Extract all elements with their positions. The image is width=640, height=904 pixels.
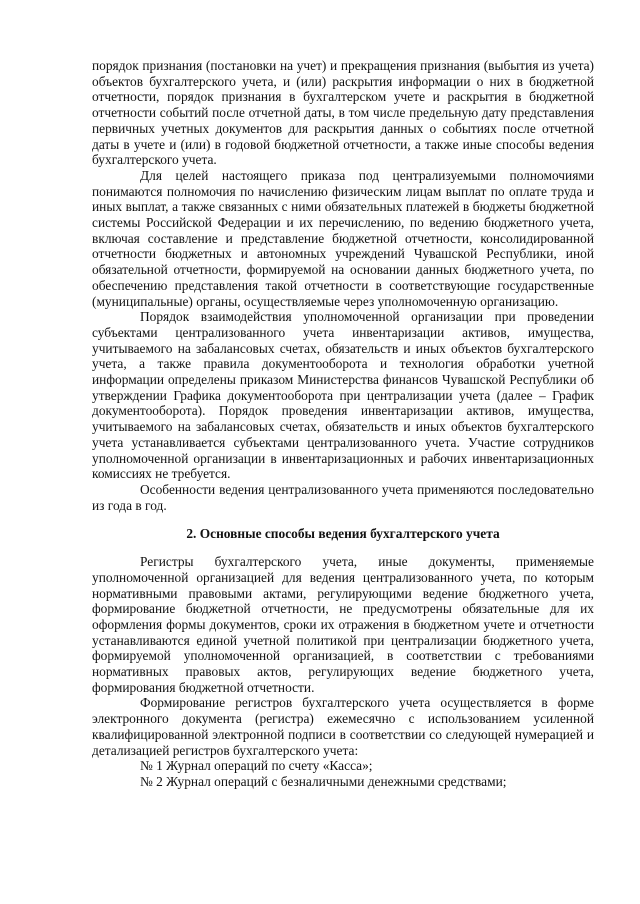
paragraph-consistency: Особенности ведения централизованного учета применяются последовательно из года в год. [92, 481, 594, 513]
document-body [92, 58, 594, 790]
paragraph-centralized-powers: Для целей настоящего приказа под централизуемыми полномочиями понимаются полномочия по начислению физическим лицам выплат по оплате труда и иных выплат, а также связанных с ними обязательных платежей в бюджеты бюджетной системы Российской Федерации и их перечислению, по ведению бюджетного учета, включая составление и представление бюджетной отчетности, консолидированной отчетности бюджетных и автономных учреждений Чувашской Республики, иной обязательной отчетности, формируемой на основании данных бюджетного учета, по обеспечению представления такой отчетности в соответствующие государственные (муниципальные) органы, осуществляемые через уполномоченную организацию. [92, 167, 594, 309]
paragraph-recognition-rules: порядок признания (постановки на учет) и прекращения признания (выбытия из учета) объектов бухгалтерского учета, и (или) раскрытия информации о них в бюджетной отчетности, порядок признания в бухгалтерском учете и раскрытия в бюджетной отчетности событий после отчетной даты, в том числе предельную дату представления первичных учетных документов для раскрытия данных о событиях после отчетной даты в учете и (или) в годовой бюджетной отчетности, а также иные способы ведения бухгалтерского учета. [92, 58, 594, 168]
paragraph-accounting-registers: Регистры бухгалтерского учета, иные документы, применяемые уполномоченной организацией для ведения централизованного учета, по которым нормативными правовыми актами, регулирующими ведение бюджетного учета, формирование бюджетной отчетности, не предусмотрены обязательные для их оформления формы документов, сроки их отражения в бюджетном учете и отчетности устанавливаются единой учетной политикой при централизации бюджетного учета, формируемой уполномоченной организацией, в соответствии с требованиями нормативных правовых актов, регулирующих ведение бюджетного учета, формирования бюджетной отчетности. [92, 554, 594, 695]
paragraph-register-formation: Формирование регистров бухгалтерского учета осуществляется в форме электронного документа (регистра) ежемесячно с использованием усиленной квалифицированной электронной подписи в соответствии со следующей нумерацией и детализацией регистров бухгалтерского учета: [92, 695, 594, 758]
section-heading: 2. Основные способы ведения бухгалтерского учета [186, 526, 500, 542]
list-item-register-2: № 2 Журнал операций с безналичными денежными средствами; [140, 773, 507, 789]
paragraph-inventory-procedure: Порядок взаимодействия уполномоченной организации при проведении субъектами централизованного учета инвентаризации активов, имущества, учитываемого на забалансовых счетах, обязательств и иных объектов бухгалтерского учета, а также правила документооборота и технология обработки учетной информации определены приказом Министерства финансов Чувашской Республики об утверждении Графика документооборота при централизации учета (далее – График документооборота). Порядок проведения инвентаризации активов, имущества, учитываемого на забалансовых счетах, обязательств и иных объектов бухгалтерского учета устанавливается субъектами централизованного учета. Участие сотрудников уполномоченной организации в инвентаризационных и рабочих инвентаризационных комиссиях не требуется. [92, 309, 594, 482]
list-item-register-1: № 1 Журнал операций по счету «Касса»; [140, 758, 373, 774]
